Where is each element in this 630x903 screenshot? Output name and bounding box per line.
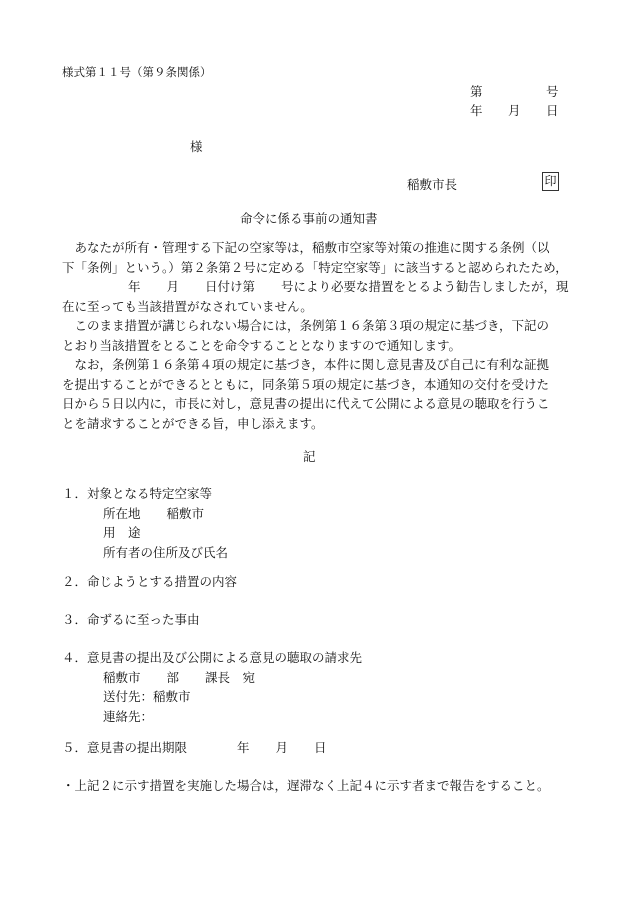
date-month: 月 [508, 103, 521, 118]
location-row [62, 504, 228, 524]
body-line: あなたが所有・管理する下記の空家等は，稲敷市空家等対策の推進に関する条例（以 [62, 240, 550, 255]
use-label: 用 途 [103, 525, 141, 540]
number-go: 号 [546, 84, 559, 99]
body-year: 年 [128, 279, 141, 294]
body-line: とを請求することができる旨，申し添えます。 [62, 415, 324, 431]
date-day: 日 [546, 103, 559, 118]
date-year: 年 [470, 103, 483, 118]
owner-label: 所有者の住所及び氏名 [103, 544, 229, 560]
seal-box: 印 [542, 172, 559, 191]
body-go-part: 号により必要な措置をとるよう勧告しましたが，現 [281, 279, 569, 294]
body-month: 月 [166, 279, 180, 294]
location-value: 稲敷市 [166, 505, 205, 521]
body-line: このまま措置が講じられない場合には，条例第１６条第３項の規定に基づき，下記の [62, 318, 550, 333]
body-line: 下「条例」という。）第２条第２号に定める「特定空家等」に該当すると認められたため， [62, 259, 568, 275]
form-number: 様式第１１号（第９条関係） [62, 65, 212, 79]
dest-city: 稲敷市 [103, 669, 141, 685]
deadline-year: 年 [237, 740, 250, 755]
dest-kacho: 課長 宛 [205, 669, 256, 685]
section-5 [62, 738, 327, 758]
section-1-heading: １．対象となる特定空家等 [62, 486, 213, 501]
contact: 連絡先： [103, 708, 154, 724]
body-day-part: 日付け第 [205, 279, 256, 294]
ki-heading: 記 [303, 449, 316, 464]
location-label: 所在地 [103, 505, 141, 521]
section-2 [62, 572, 237, 592]
body-line: を提出することができるとともに，同条第５項の規定に基づき，本通知の交付を受けた [62, 376, 550, 392]
body-line: 在に至っても当該措置がなされていません。 [62, 298, 313, 314]
send-to: 送付先：稲敷市 [103, 689, 191, 704]
dest-bu: 部 [166, 669, 180, 685]
issuer: 稲敷市長 [407, 177, 458, 192]
section-4-heading: ４．意見書の提出及び公開による意見の聴取の請求先 [62, 650, 363, 665]
destination-row [62, 668, 362, 688]
section-4 [62, 648, 362, 726]
addressee-suffix: 様 [190, 139, 203, 154]
body-line: 日から５日以内に，市長に対し，意見書の提出に代えて公開による意見の聴取を行うこ [62, 396, 550, 411]
body-line: なお，条例第１６条第４項の規定に基づき，本件に関し意見書及び自己に有利な証拠 [62, 357, 550, 372]
section-2-heading: ２．命じようとする措置の内容 [62, 574, 238, 589]
body-line [62, 277, 569, 297]
deadline-day: 日 [314, 740, 327, 755]
section-1 [62, 484, 228, 562]
report-note: ・上記２に示す措置を実施した場合は，遅滞なく上記４に示す者まで報告をすること。 [62, 778, 550, 793]
section-5-heading-row [62, 738, 327, 758]
document-title: 命令に係る事前の通知書 [240, 211, 378, 226]
notice-body [62, 238, 569, 433]
deadline-month: 月 [275, 740, 289, 755]
section-3 [62, 610, 200, 630]
body-line: とおり当該措置をとることを命令することとなりますので通知します。 [62, 337, 462, 353]
section-5-heading: ５．意見書の提出期限 [62, 740, 188, 755]
number-dai: 第 [470, 84, 483, 99]
section-3-heading: ３．命ずるに至った事由 [62, 612, 200, 627]
